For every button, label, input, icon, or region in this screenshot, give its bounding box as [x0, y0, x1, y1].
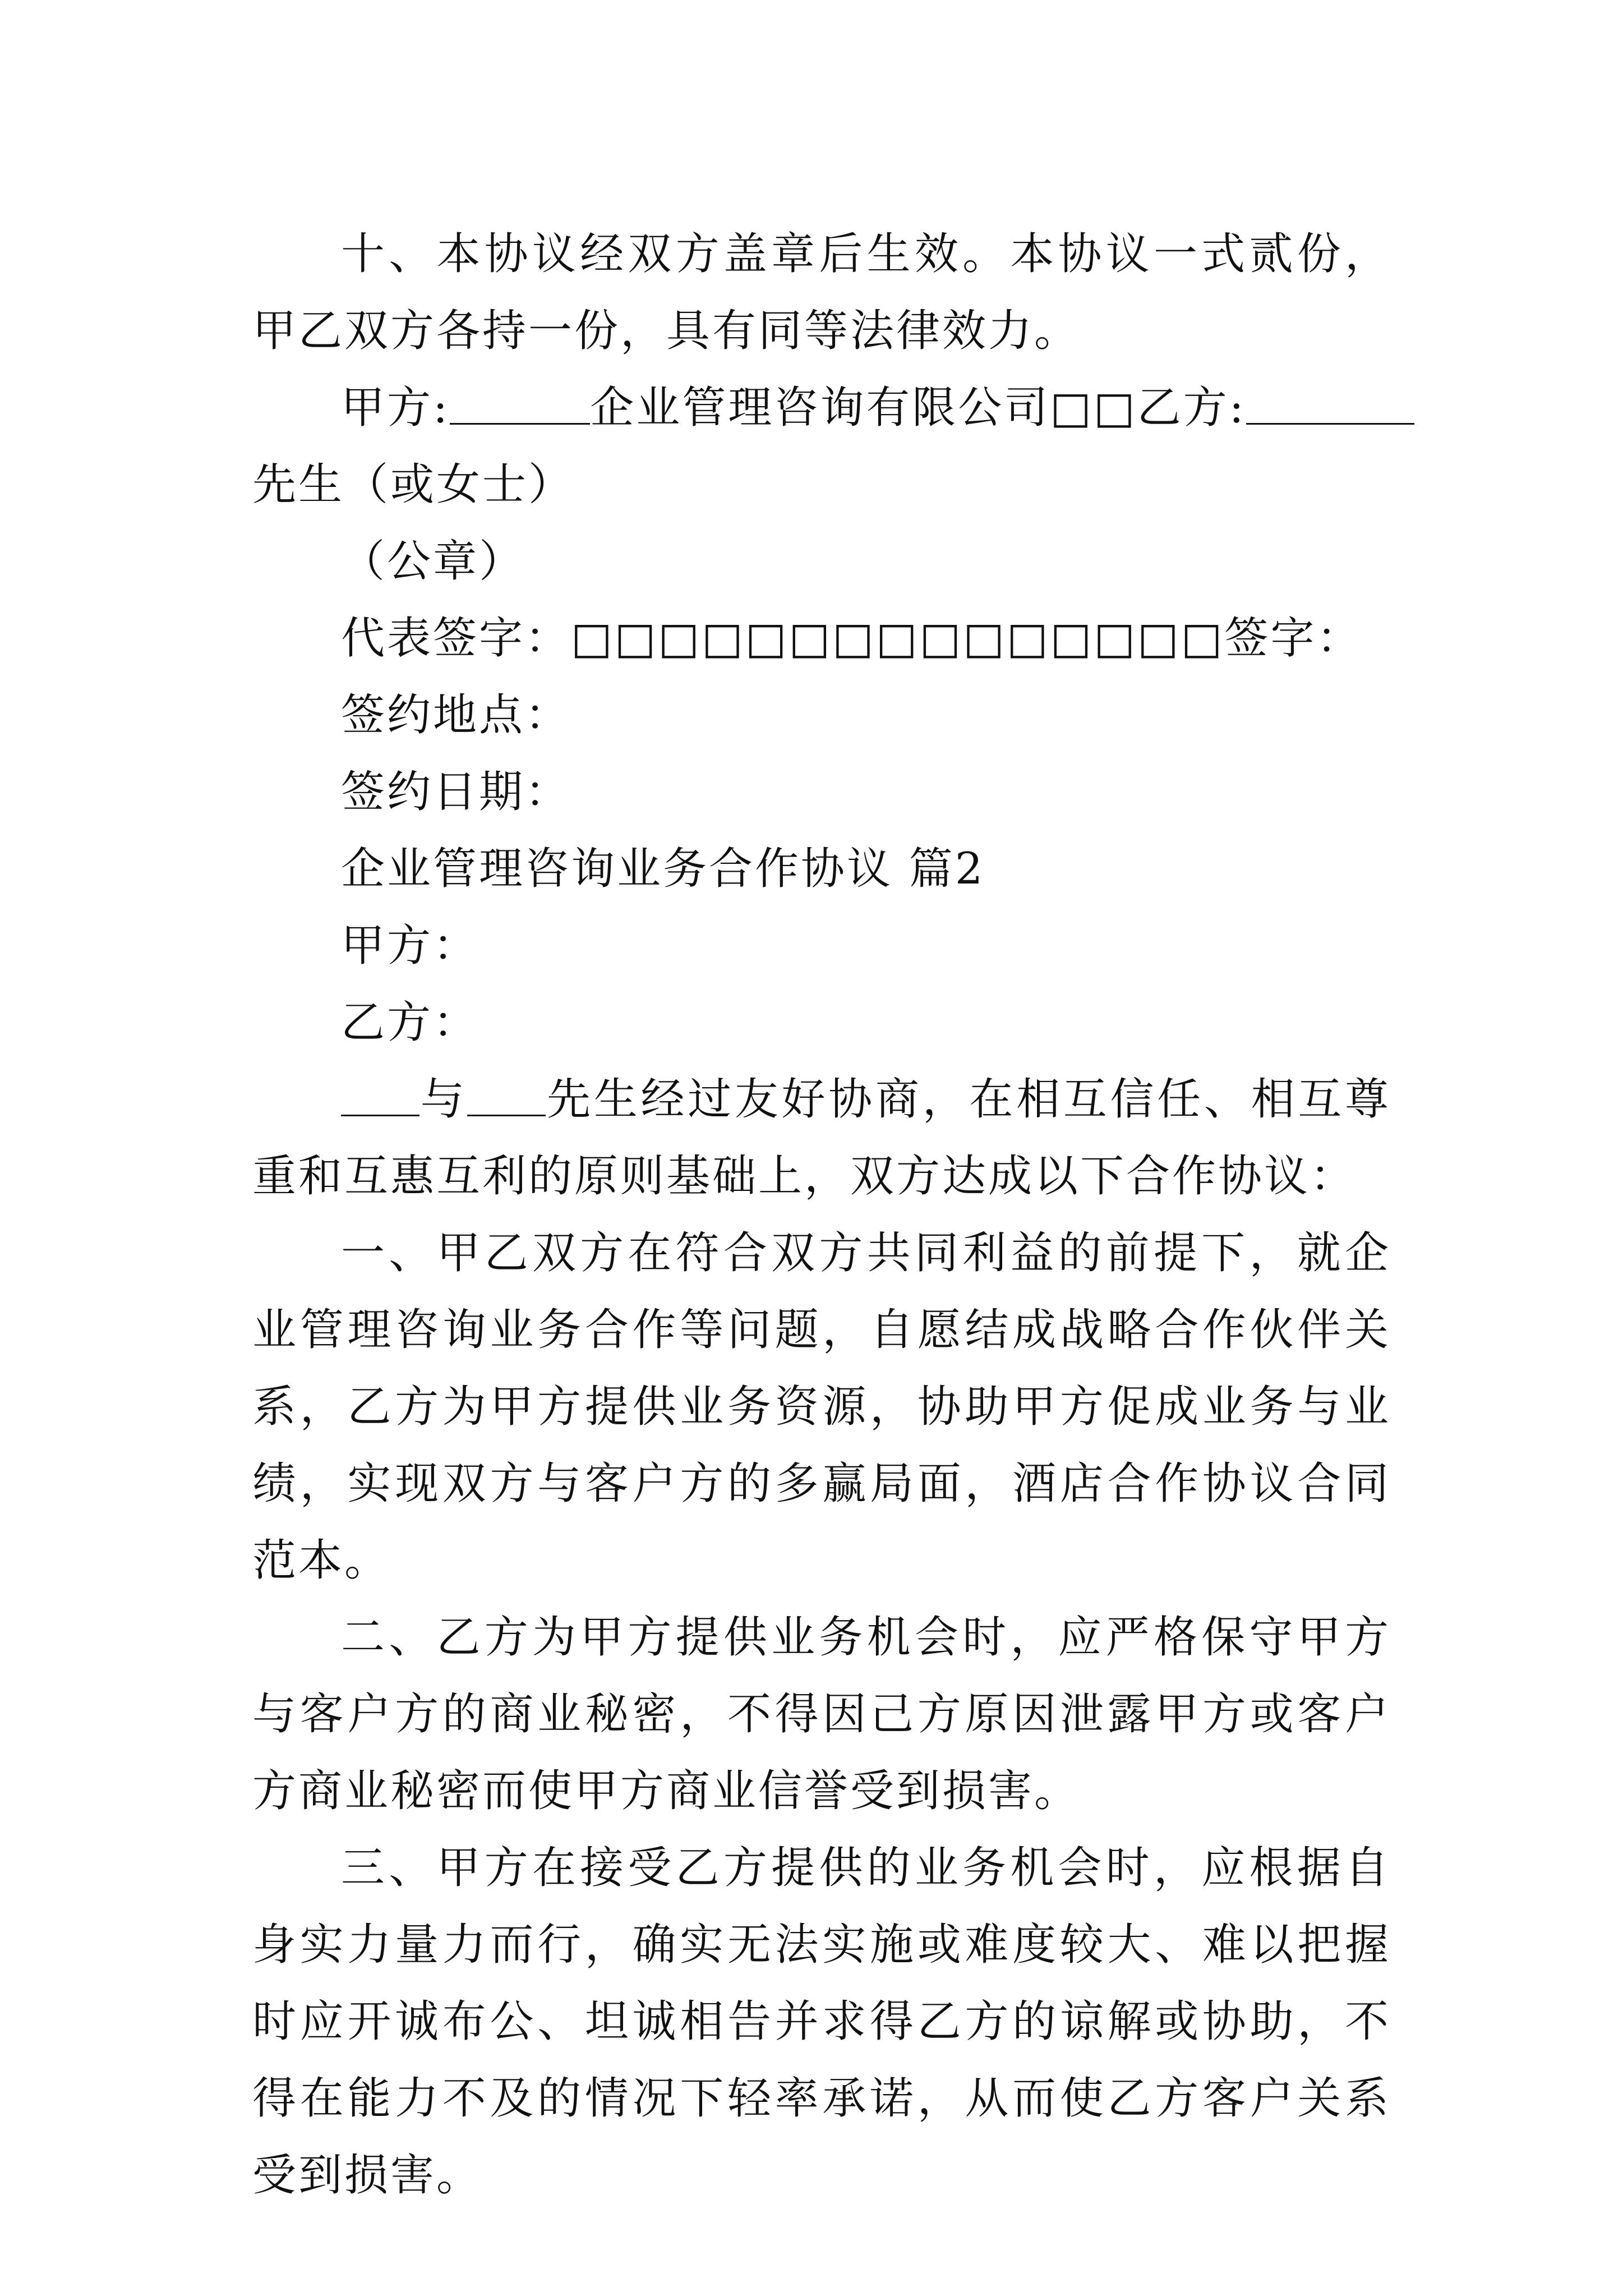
intro-rest: 先生经过友好协商，在相互信任、相互尊重和互惠互利的原则基础上，双方达成以下合作协议：	[252, 1074, 1391, 1202]
clause-three: 三、甲方在接受乙方提供的业务机会时，应根据自身实力量力而行，确实无法实施或难度较大、难以把握时应开诚布公、坦诚相告并求得乙方的谅解或协助，不得在能力不及的情况下轻率承诺，从而使乙方客户关系受到损害。	[252, 1843, 1391, 2201]
section-heading: 企业管理咨询业务合作协议 篇2	[341, 844, 985, 894]
party-a-company: 企业管理咨询有限公司□□乙方:	[590, 383, 1246, 433]
signing-date: 签约日期：	[341, 767, 571, 817]
party-a-label: 甲方:	[341, 383, 450, 433]
party-a-blank	[450, 384, 590, 425]
intro-and: 与	[419, 1074, 468, 1125]
party-b-line: 乙方：	[341, 997, 479, 1048]
party-a-line: 甲方：	[341, 921, 479, 971]
signature-party-line	[252, 370, 1391, 447]
seal-label: （公章）	[341, 536, 525, 587]
clause-two: 二、乙方为甲方提供业务机会时，应严格保守甲方与客户方的商业秘密，不得因己方原因泄露甲方或客户方商业秘密而使甲方商业信誉受到损害。	[252, 1612, 1391, 1816]
representative-signature: 代表签字：□□□□□□□□□□□□□□□签字：	[341, 613, 1363, 664]
party-b-blank	[1246, 384, 1414, 425]
clause-ten: 十、本协议经双方盖章后生效。本协议一式贰份，甲乙双方各持一份，具有同等法律效力。	[252, 229, 1391, 356]
intro-paragraph	[252, 1061, 1391, 1215]
intro-blank-2	[467, 1081, 546, 1116]
document-body	[252, 216, 1391, 2214]
party-b-title: 先生（或女士）	[252, 459, 575, 510]
clause-one: 一、甲乙双方在符合双方共同利益的前提下，就企业管理咨询业务合作等问题，自愿结成战略合作伙伴关系，乙方为甲方提供业务资源，协助甲方促成业务与业绩，实现双方与客户方的多赢局面，酒店合作协议合同范本。	[252, 1228, 1391, 1586]
intro-blank-1	[341, 1081, 419, 1116]
signing-place: 签约地点：	[341, 690, 571, 740]
